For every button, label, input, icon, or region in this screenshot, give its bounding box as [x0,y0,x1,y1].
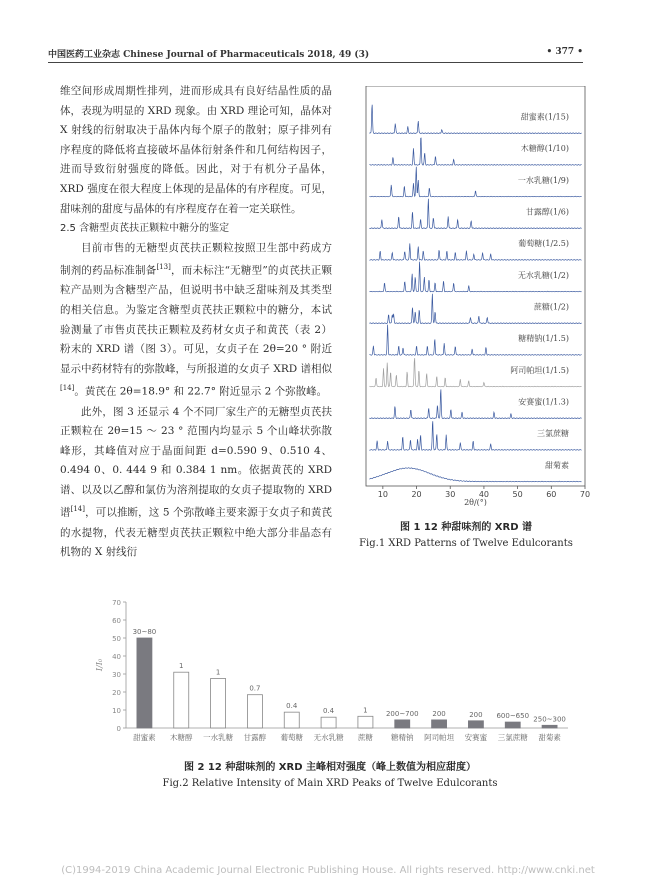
bar-label-1: 30~80 [132,628,157,636]
figure-2-caption-en: Fig.2 Relative Intensity of Main XRD Peaks of Twelve Edulcorants [162,778,498,789]
bar-1 [137,638,152,728]
xrd-trace-label-11: 三氯蔗糖 [537,429,569,439]
figure-1-caption [343,520,589,552]
body-text-column [60,82,332,563]
category-label-12: 甜菊素 [538,733,561,742]
paragraph-2-part-a: 目前市售的无糖型贞芪扶正颗粒按照卫生部中药成方制剂的药品标准制备 [60,241,332,277]
category-label-5: 葡萄糖 [280,733,303,742]
paragraph-2-part-b: ，而未标注“无糖型”的贞芪扶正颗粒产品则为含糖型产品，但说明书中缺乏甜味剂及其类型的相关信息。为鉴定含糖型贞芪扶正颗粒中的糖分，本试验测量了市售贞芪扶正颗粒及药材女贞子和黄芪（表 2）粉末的 XRD 谱（图 3）。可见，女贞子在 2θ=20 ° 附近显示中药材特有的弥散峰，与所报道的女贞子 XRD 谱相似 [60,264,332,375]
bar-4 [247,695,262,728]
citation-13[interactable]: [13] [156,263,171,272]
xrd-trace-label-6: 无水乳糖(1/2) [517,270,569,280]
bar-10 [468,721,483,728]
y-tick-label-20: 20 [112,689,121,697]
page-header [48,44,583,62]
citation-14[interactable]: [14] [70,505,85,514]
bar-label-3: 1 [215,668,221,677]
bar-11 [505,722,520,728]
header-rule [48,62,583,63]
x-tick-label-10: 10 [377,490,388,499]
category-label-4: 甘露醇 [243,733,267,742]
category-label-8: 糖精钠 [391,733,414,742]
y-tick-label-60: 60 [112,617,121,625]
bar-label-11: 600~650 [496,712,530,721]
y-tick-label-70: 70 [112,599,121,607]
x-tick-label-40: 40 [478,490,490,499]
xrd-chart-svg [343,86,593,506]
figure-1-xrd-chart [343,86,593,506]
bar-label-12: 250~300 [533,715,566,724]
xrd-trace-label-3: 一水乳糖(1/9) [517,175,569,185]
xrd-trace-label-12: 甜菊素 [545,460,569,470]
copyright-footer: (C)1994-2019 China Academic Journal Electronic Publishing House. All rights reserved. http://www.cnki.net [61,865,595,876]
xrd-trace-label-7: 蔗糖(1/2) [533,302,569,312]
journal-title: 中国医药工业杂志 Chinese Journal of Pharmaceuticals 2018, 49 (3) [48,50,370,60]
paragraph-2 [60,239,332,403]
section-heading-2-5: 2.5 含糖型贞芪扶正颗粒中糖分的鉴定 [60,223,230,235]
bar-2 [174,672,189,728]
bar-label-8: 200~700 [385,709,419,718]
bar-chart-svg [88,598,572,756]
xrd-trace-label-4: 甘露醇(1/6) [525,207,569,217]
xrd-trace-label-10: 安赛蜜(1/1.3) [518,397,569,407]
y-tick-label-30: 30 [112,671,121,679]
category-label-11: 三氯蔗糖 [497,733,528,742]
bar-5 [284,712,299,728]
bar-8 [395,720,410,728]
bar-6 [321,717,336,728]
bar-label-6: 0.4 [323,707,335,716]
figure-1-caption-en: Fig.1 XRD Patterns of Twelve Edulcorants [359,538,573,549]
x-tick-label-60: 60 [546,490,557,499]
paragraph-3-part-b: ，可以推断，这 5 个弥散峰主要来源于女贞子和黄芪的水提物，代表无糖型贞芪扶正颗粒中绝大部分非晶态有机物的 X 射线衍 [60,506,333,559]
xrd-trace-label-2: 木糖醇(1/10) [520,144,569,154]
bar-label-7: 1 [363,706,368,715]
paragraph-2-part-c: 。黄芪在 2θ=18.9° 和 22.7° 附近显示 2 个弥散峰。 [74,385,328,398]
bar-7 [358,716,373,728]
bar-3 [211,679,226,729]
bar-label-2: 1 [179,662,184,671]
x-axis-title: 2θ/(°) [464,498,487,506]
paragraph-3 [60,403,332,563]
x-tick-label-50: 50 [512,490,523,499]
category-label-3: 一水乳糖 [203,733,234,742]
xrd-trace-label-8: 糖精钠(1/1.5) [518,334,569,344]
figure-1-caption-cn: 图 1 12 种甜味剂的 XRD 谱 [400,522,532,533]
category-label-6: 无水乳糖 [313,733,344,742]
paragraph-1: 维空间形成周期性排列，进而形成具有良好结晶性质的晶体，表现为明显的 XRD 现象。由 XRD 理论可知，晶体对 X 射线的衍射取决于晶体内每个原子的散射；原子排列有序程度的降低将直接破坏晶体衍射条件和几何结构因子，进而导致衍射强度的降低。因此，对于有机分子晶体，XRD 强度在很大程度上体现的是晶体的有序程度。可见，甜味剂的甜度与晶体的有序程度存在着一定关联性。 [60,85,332,215]
bar-label-10: 200 [469,710,483,719]
figure-2-caption [88,760,572,792]
category-label-7: 蔗糖 [357,733,373,742]
y-tick-label-10: 10 [112,707,121,715]
page-number: • 377 • [546,47,583,57]
xrd-trace-label-1: 甜蜜素(1/15) [520,112,569,122]
category-label-10: 安赛蜜 [464,733,488,742]
citation-14[interactable]: [14] [60,384,75,393]
xrd-trace-12 [369,468,581,482]
xrd-trace-label-9: 阿司帕坦(1/1.5) [510,365,569,375]
bar-label-4: 0.7 [249,684,261,693]
y-tick-label-0: 0 [116,725,121,733]
y-tick-label-50: 50 [112,635,121,643]
figure-2-caption-cn: 图 2 12 种甜味剂的 XRD 主峰相对强度（峰上数值为相应甜度） [184,762,476,773]
y-axis-title: I/I₀ [95,658,104,672]
bar-12 [542,725,557,728]
category-label-1: 甜蜜素 [133,733,156,742]
bar-label-5: 0.4 [286,702,298,711]
category-label-9: 阿司帕坦 [424,733,455,742]
x-tick-label-30: 30 [445,490,456,499]
bar-label-9: 200 [432,709,446,718]
x-tick-label-70: 70 [579,490,591,499]
category-label-2: 木糖醇 [170,733,193,742]
y-tick-label-40: 40 [112,653,121,661]
bar-9 [432,720,447,728]
x-tick-label-20: 20 [411,490,422,499]
paragraph-3-part-a: 此外，图 3 还显示 4 个不同厂家生产的无糖型贞芪扶正颗粒在 2θ=15 ～ 23 ° 范围内均显示 5 个山峰状弥散峰形，其峰值对应于晶面间距 d=0.590 9、0.510 4、0.494 0、0. 444 9 和 0.384 1 nm。依据黄芪的 XRD 谱、以及以乙醇和氯仿为溶剂提取的女贞子提取物的 XRD 谱 [60,405,332,519]
figure-2-bar-chart [88,598,572,756]
xrd-trace-label-5: 葡萄糖(1/2.5) [518,239,569,249]
